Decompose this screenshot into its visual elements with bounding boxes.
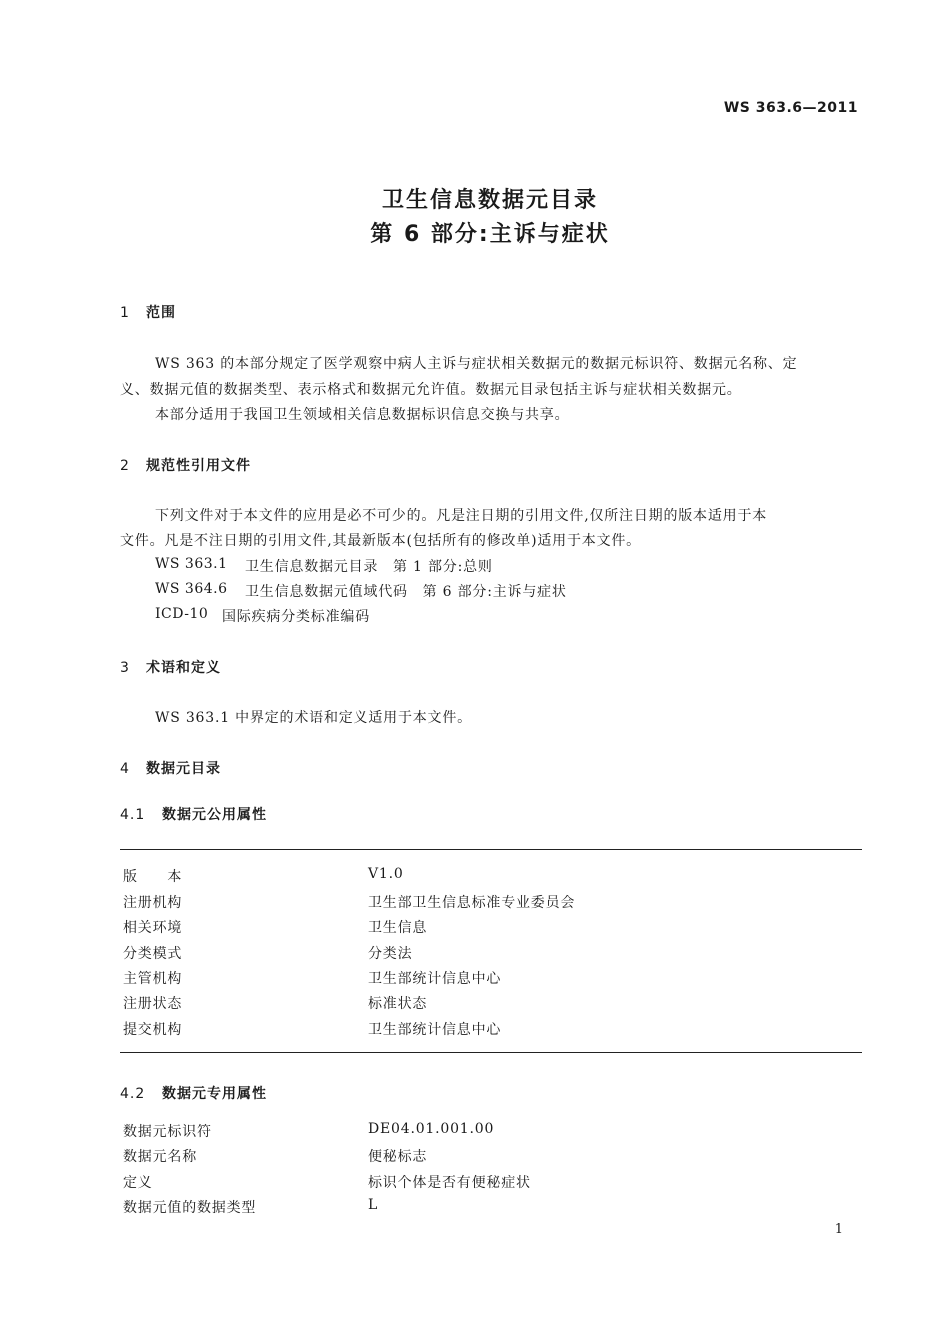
reference-code: ICD-10 [155,606,209,622]
section-title: 术语和定义 [146,660,221,676]
section-number: 2 [120,458,130,474]
attribute-value: 标准状态 [368,996,428,1012]
reference-title: 卫生信息数据元值域代码 第 6 部分:主诉与症状 [245,584,567,600]
table-bottom-rule [120,1052,862,1053]
section-title: 规范性引用文件 [146,458,251,474]
attribute-value: 卫生部统计信息中心 [368,971,502,987]
section-4-1-heading [120,804,267,824]
section-3-heading [120,657,221,677]
document-subtitle: 第 6 部分:主诉与症状 [370,222,610,247]
section-1-paragraph-1-line-1: WS 363 的本部分规定了医学观察中病人主诉与症状相关数据元的数据元标识符、数据元名称、定 [155,356,798,372]
section-number: 4.2 [120,1086,146,1102]
attribute-value: V1.0 [368,866,404,882]
reference-code: WS 363.1 [155,556,228,572]
section-2-heading [120,455,251,475]
section-1-paragraph-2: 本部分适用于我国卫生领域相关信息数据标识信息交换与共享。 [155,407,570,423]
section-number: 4 [120,761,130,777]
attribute-label: 分类模式 [123,946,183,962]
section-2-paragraph-line-1: 下列文件对于本文件的应用是必不可少的。凡是注日期的引用文件,仅所注日期的版本适用于本 [155,508,768,524]
section-4-heading [120,758,221,778]
attribute-label: 定义 [123,1175,153,1191]
section-title: 数据元专用属性 [162,1086,267,1102]
section-1-paragraph-1-line-2: 义、数据元值的数据类型、表示格式和数据元允许值。数据元目录包括主诉与症状相关数据元。 [120,382,742,398]
section-title: 数据元目录 [146,761,221,777]
document-title: 卫生信息数据元目录 [381,188,598,213]
reference-code: WS 364.6 [155,581,228,597]
attribute-label: 数据元标识符 [123,1124,212,1140]
attribute-value: L [368,1197,379,1213]
section-4-2-heading [120,1083,267,1103]
section-title: 数据元公用属性 [162,807,267,823]
attribute-value: 卫生信息 [368,920,428,936]
reference-title: 卫生信息数据元目录 第 1 部分:总则 [245,559,493,575]
attribute-value: 标识个体是否有便秘症状 [368,1175,531,1191]
section-number: 3 [120,660,130,676]
section-number: 4.1 [120,807,146,823]
attribute-label: 注册状态 [123,996,183,1012]
standard-number: WS 363.6—2011 [723,100,858,116]
attribute-label: 版 本 [123,869,183,885]
attribute-value: 分类法 [368,946,413,962]
page-number: 1 [834,1222,843,1237]
attribute-label: 数据元值的数据类型 [123,1200,257,1216]
section-number: 1 [120,305,130,321]
attribute-label: 注册机构 [123,895,183,911]
attribute-value: 卫生部卫生信息标准专业委员会 [368,895,576,911]
section-3-paragraph: WS 363.1 中界定的术语和定义适用于本文件。 [155,710,472,726]
section-2-paragraph-line-2: 文件。凡是不注日期的引用文件,其最新版本(包括所有的修改单)适用于本文件。 [120,533,641,549]
attribute-value: DE04.01.001.00 [368,1121,495,1137]
attribute-value: 便秘标志 [368,1149,428,1165]
attribute-label: 数据元名称 [123,1149,197,1165]
reference-title: 国际疾病分类标准编码 [222,609,370,625]
section-title: 范围 [146,305,176,321]
attribute-value: 卫生部统计信息中心 [368,1022,502,1038]
attribute-label: 主管机构 [123,971,183,987]
section-1-heading [120,302,176,322]
attribute-label: 相关环境 [123,920,183,936]
table-top-rule [120,849,862,850]
attribute-label: 提交机构 [123,1022,183,1038]
